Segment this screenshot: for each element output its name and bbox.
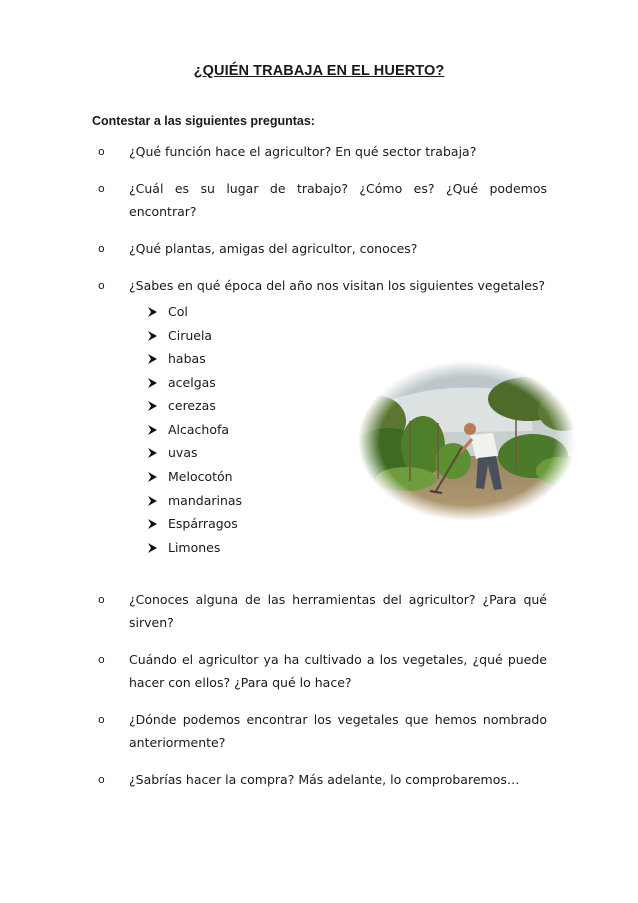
arrow-bullet-icon <box>147 542 158 554</box>
garden-photo <box>358 361 576 521</box>
list-bullet: o <box>98 653 105 666</box>
question-text: ¿Cuál es su lugar de trabajo? ¿Cómo es? ¿Qué podemos <box>129 181 547 196</box>
question-8 <box>129 768 547 791</box>
list-bullet: o <box>98 713 105 726</box>
list-bullet: o <box>98 145 105 158</box>
vegetable-item: Limones <box>168 540 221 555</box>
list-bullet: o <box>98 773 105 786</box>
question-3 <box>129 237 547 260</box>
question-text-cont: hacer con ellos? ¿Para qué lo hace? <box>129 675 352 690</box>
question-7 <box>129 708 547 754</box>
arrow-bullet-icon <box>147 400 158 412</box>
arrow-bullet-icon <box>147 495 158 507</box>
question-1 <box>129 140 547 163</box>
vegetable-item: mandarinas <box>168 493 243 508</box>
vegetable-item: Ciruela <box>168 328 213 343</box>
question-5 <box>129 588 547 634</box>
arrow-bullet-icon <box>147 306 158 318</box>
arrow-bullet-icon <box>147 353 158 365</box>
vegetable-item: Alcachofa <box>168 422 230 437</box>
question-text: ¿Dónde podemos encontrar los vegetales que hemos nombrado <box>129 712 547 727</box>
instructions-heading: Contestar a las siguientes preguntas: <box>92 114 315 128</box>
arrow-bullet-icon <box>147 330 158 342</box>
question-text: Cuándo el agricultor ya ha cultivado a los vegetales, ¿qué puede <box>129 652 547 667</box>
arrow-bullet-icon <box>147 471 158 483</box>
question-2 <box>129 177 547 223</box>
vegetable-item: Melocotón <box>168 469 233 484</box>
list-bullet: o <box>98 182 105 195</box>
question-4 <box>129 274 547 297</box>
arrow-bullet-icon <box>147 424 158 436</box>
question-text-cont: sirven? <box>129 615 174 630</box>
vegetable-item: Espárragos <box>168 516 238 531</box>
vegetable-item: cerezas <box>168 398 216 413</box>
question-text: ¿Conoces alguna de las herramientas del agricultor? ¿Para qué <box>129 592 547 607</box>
question-text: ¿Sabes en qué época del año nos visitan los siguientes vegetales? <box>129 278 546 293</box>
question-text: ¿Qué plantas, amigas del agricultor, conoces? <box>129 241 418 256</box>
vegetable-item: acelgas <box>168 375 216 390</box>
arrow-bullet-icon <box>147 518 158 530</box>
vegetable-item: uvas <box>168 445 198 460</box>
question-text: ¿Qué función hace el agricultor? En qué sector trabaja? <box>129 144 477 159</box>
list-bullet: o <box>98 593 105 606</box>
question-text: ¿Sabrías hacer la compra? Más adelante, lo comprobaremos… <box>129 772 520 787</box>
arrow-bullet-icon <box>147 377 158 389</box>
list-bullet: o <box>98 242 105 255</box>
arrow-bullet-icon <box>147 447 158 459</box>
vegetable-item: habas <box>168 351 206 366</box>
document-title: ¿QUIÉN TRABAJA EN EL HUERTO? <box>193 63 445 79</box>
question-text-cont: anteriormente? <box>129 735 226 750</box>
list-bullet: o <box>98 279 105 292</box>
question-6 <box>129 648 547 694</box>
vegetable-item: Col <box>168 304 188 319</box>
question-text-cont: encontrar? <box>129 204 197 219</box>
